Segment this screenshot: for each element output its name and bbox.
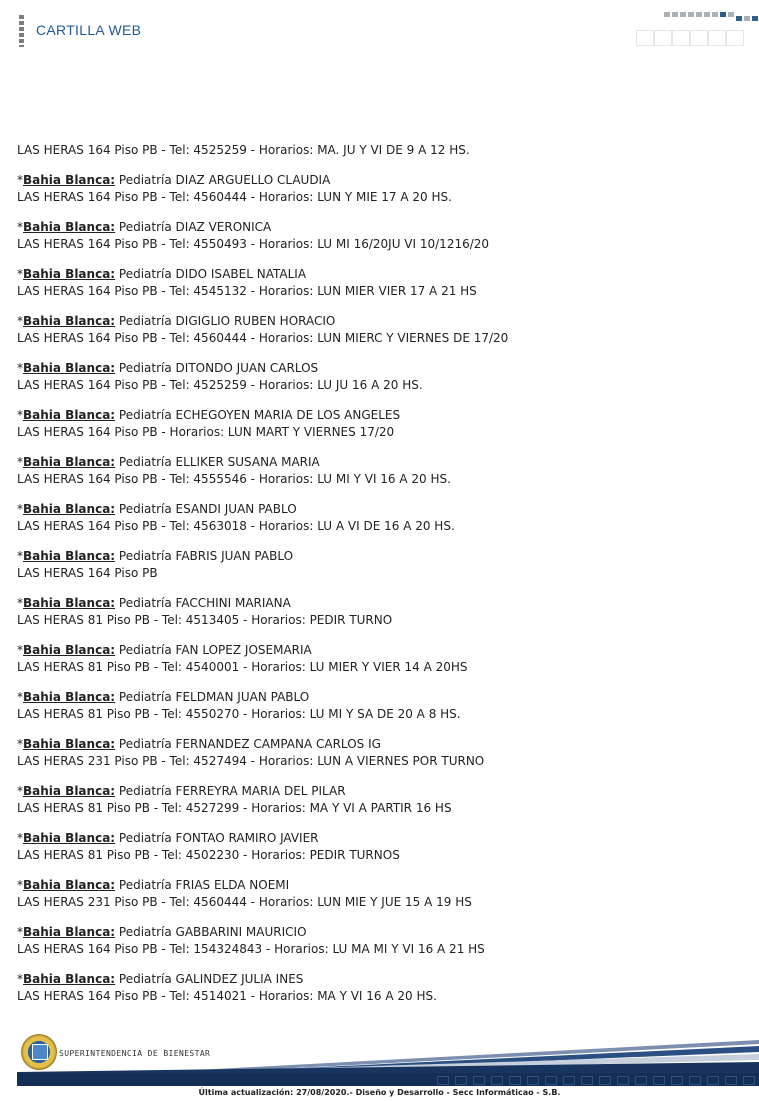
entry-name: Pediatría ECHEGOYEN MARIA DE LOS ANGELES	[115, 408, 401, 422]
list-item	[17, 360, 742, 394]
list-item	[17, 877, 742, 911]
entry-city: Bahia Blanca:	[23, 972, 116, 986]
entry-name: Pediatría FERREYRA MARIA DEL PILAR	[115, 784, 346, 798]
list-item	[17, 830, 742, 864]
org-name: SUPERINTENDENCIA DE BIENESTAR	[59, 1049, 211, 1058]
entry-name: Pediatría FELDMAN JUAN PABLO	[115, 690, 310, 704]
entry-heading	[17, 924, 742, 941]
entry-heading	[17, 689, 742, 706]
entry-heading	[17, 548, 742, 565]
entry-prefix: *	[17, 361, 23, 375]
continued-detail-line: LAS HERAS 164 Piso PB - Tel: 4525259 - Horarios: MA. JU Y VI DE 9 A 12 HS.	[17, 143, 470, 157]
entry-city: Bahia Blanca:	[23, 596, 116, 610]
entry-name: Pediatría ELLIKER SUSANA MARIA	[115, 455, 320, 469]
entry-prefix: *	[17, 737, 23, 751]
entry-heading	[17, 172, 742, 189]
entry-heading	[17, 642, 742, 659]
entry-name: Pediatría ESANDI JUAN PABLO	[115, 502, 297, 516]
list-item	[17, 689, 742, 723]
entry-detail: LAS HERAS 164 Piso PB - Tel: 4545132 - Horarios: LUN MIER VIER 17 A 21 HS	[17, 284, 477, 298]
entry-detail: LAS HERAS 231 Piso PB - Tel: 4560444 - Horarios: LUN MIE Y JUE 15 A 19 HS	[17, 895, 472, 909]
list-item	[17, 407, 742, 441]
entry-detail: LAS HERAS 164 Piso PB - Horarios: LUN MART Y VIERNES 17/20	[17, 425, 395, 439]
entry-city: Bahia Blanca:	[23, 643, 116, 657]
entry-prefix: *	[17, 972, 23, 986]
footer	[17, 1030, 759, 1088]
entry-list	[17, 172, 742, 1005]
entry-heading	[17, 877, 742, 894]
entry-prefix: *	[17, 831, 23, 845]
list-item	[17, 313, 742, 347]
page-title: CARTILLA WEB	[36, 22, 142, 38]
entry-prefix: *	[17, 220, 23, 234]
entry-name: Pediatría DIDO ISABEL NATALIA	[115, 267, 307, 281]
list-item	[17, 172, 742, 206]
entry-name: Pediatría GALINDEZ JULIA INES	[115, 972, 304, 986]
entry-detail: LAS HERAS 81 Piso PB - Tel: 4540001 - Horarios: LU MIER Y VIER 14 A 20HS	[17, 660, 468, 674]
entry-name: Pediatría FAN LOPEZ JOSEMARIA	[115, 643, 312, 657]
entry-prefix: *	[17, 596, 23, 610]
entry-detail: LAS HERAS 81 Piso PB - Tel: 4502230 - Horarios: PEDIR TURNOS	[17, 848, 400, 862]
listing	[17, 142, 742, 1018]
entry-city: Bahia Blanca:	[23, 549, 116, 563]
list-item	[17, 924, 742, 958]
entry-detail: LAS HERAS 81 Piso PB - Tel: 4527299 - Horarios: MA Y VI A PARTIR 16 HS	[17, 801, 452, 815]
entry-heading	[17, 595, 742, 612]
entry-detail: LAS HERAS 81 Piso PB - Tel: 4513405 - Horarios: PEDIR TURNO	[17, 613, 393, 627]
entry-name: Pediatría DITONDO JUAN CARLOS	[115, 361, 319, 375]
entry-name: Pediatría GABBARINI MAURICIO	[115, 925, 307, 939]
entry-city: Bahia Blanca:	[23, 878, 116, 892]
entry-heading	[17, 219, 742, 236]
entry-prefix: *	[17, 314, 23, 328]
list-item	[17, 501, 742, 535]
entry-detail: LAS HERAS 164 Piso PB - Tel: 4560444 - Horarios: LUN MIERC Y VIERNES DE 17/20	[17, 331, 509, 345]
last-updated: Última actualización: 27/08/2020.- Diseño y Desarrollo - Secc Informáticao - S.B.	[198, 1088, 561, 1097]
entry-heading	[17, 736, 742, 753]
entry-heading	[17, 454, 742, 471]
list-item	[17, 266, 742, 300]
entry-name: Pediatría FACCHINI MARIANA	[115, 596, 291, 610]
entry-city: Bahia Blanca:	[23, 502, 116, 516]
list-item	[17, 971, 742, 1005]
entry-prefix: *	[17, 267, 23, 281]
entry-city: Bahia Blanca:	[23, 784, 116, 798]
entry-city: Bahia Blanca:	[23, 690, 116, 704]
entry-name: Pediatría FABRIS JUAN PABLO	[115, 549, 294, 563]
entry-name: Pediatría FONTAO RAMIRO JAVIER	[115, 831, 319, 845]
seal-logo-icon	[21, 1034, 57, 1070]
entry-detail: LAS HERAS 164 Piso PB - Tel: 4550493 - Horarios: LU MI 16/20JU VI 10/1216/20	[17, 237, 490, 251]
header-accent-bar	[19, 15, 24, 47]
entry-heading	[17, 360, 742, 377]
entry-heading	[17, 407, 742, 424]
entry-prefix: *	[17, 408, 23, 422]
entry-city: Bahia Blanca:	[23, 831, 116, 845]
entry-heading	[17, 830, 742, 847]
entry-detail: LAS HERAS 164 Piso PB	[17, 566, 158, 580]
entry-name: Pediatría FERNANDEZ CAMPANA CARLOS IG	[115, 737, 381, 751]
footer-band	[17, 1073, 759, 1086]
entry-prefix: *	[17, 455, 23, 469]
list-item	[17, 548, 742, 582]
entry-heading	[17, 313, 742, 330]
entry-prefix: *	[17, 173, 23, 187]
entry-prefix: *	[17, 643, 23, 657]
entry-city: Bahia Blanca:	[23, 220, 116, 234]
entry-detail: LAS HERAS 164 Piso PB - Tel: 4560444 - Horarios: LUN Y MIE 17 A 20 HS.	[17, 190, 452, 204]
entry-prefix: *	[17, 878, 23, 892]
entry-detail: LAS HERAS 81 Piso PB - Tel: 4550270 - Horarios: LU MI Y SA DE 20 A 8 HS.	[17, 707, 461, 721]
entry-heading	[17, 971, 742, 988]
entry-name: Pediatría DIGIGLIO RUBEN HORACIO	[115, 314, 336, 328]
entry-city: Bahia Blanca:	[23, 737, 116, 751]
entry-name: Pediatría FRIAS ELDA NOEMI	[115, 878, 290, 892]
entry-detail: LAS HERAS 231 Piso PB - Tel: 4527494 - Horarios: LUN A VIERNES POR TURNO	[17, 754, 485, 768]
list-item	[17, 783, 742, 817]
entry-city: Bahia Blanca:	[23, 408, 116, 422]
entry-detail: LAS HERAS 164 Piso PB - Tel: 4555546 - Horarios: LU MI Y VI 16 A 20 HS.	[17, 472, 451, 486]
entry-prefix: *	[17, 690, 23, 704]
entry-city: Bahia Blanca:	[23, 173, 116, 187]
entry-heading	[17, 266, 742, 283]
entry-prefix: *	[17, 502, 23, 516]
entry-detail: LAS HERAS 164 Piso PB - Tel: 4525259 - Horarios: LU JU 16 A 20 HS.	[17, 378, 423, 392]
entry-detail: LAS HERAS 164 Piso PB - Tel: 4563018 - Horarios: LU A VI DE 16 A 20 HS.	[17, 519, 455, 533]
list-item	[17, 642, 742, 676]
entry-heading	[17, 783, 742, 800]
entry-prefix: *	[17, 925, 23, 939]
entry-detail: LAS HERAS 164 Piso PB - Tel: 4514021 - Horarios: MA Y VI 16 A 20 HS.	[17, 989, 437, 1003]
entry-prefix: *	[17, 549, 23, 563]
entry-city: Bahia Blanca:	[23, 361, 116, 375]
entry-city: Bahia Blanca:	[23, 267, 116, 281]
list-item	[17, 219, 742, 253]
entry-heading	[17, 501, 742, 518]
entry-detail: LAS HERAS 164 Piso PB - Tel: 154324843 - Horarios: LU MA MI Y VI 16 A 21 HS	[17, 942, 485, 956]
entry-prefix: *	[17, 784, 23, 798]
entry-city: Bahia Blanca:	[23, 925, 116, 939]
header-decoration	[634, 10, 759, 50]
entry-city: Bahia Blanca:	[23, 314, 116, 328]
entry-name: Pediatría DIAZ ARGUELLO CLAUDIA	[115, 173, 331, 187]
entry-name: Pediatría DIAZ VERONICA	[115, 220, 272, 234]
list-item	[17, 595, 742, 629]
list-item	[17, 454, 742, 488]
entry-city: Bahia Blanca:	[23, 455, 116, 469]
list-item	[17, 736, 742, 770]
